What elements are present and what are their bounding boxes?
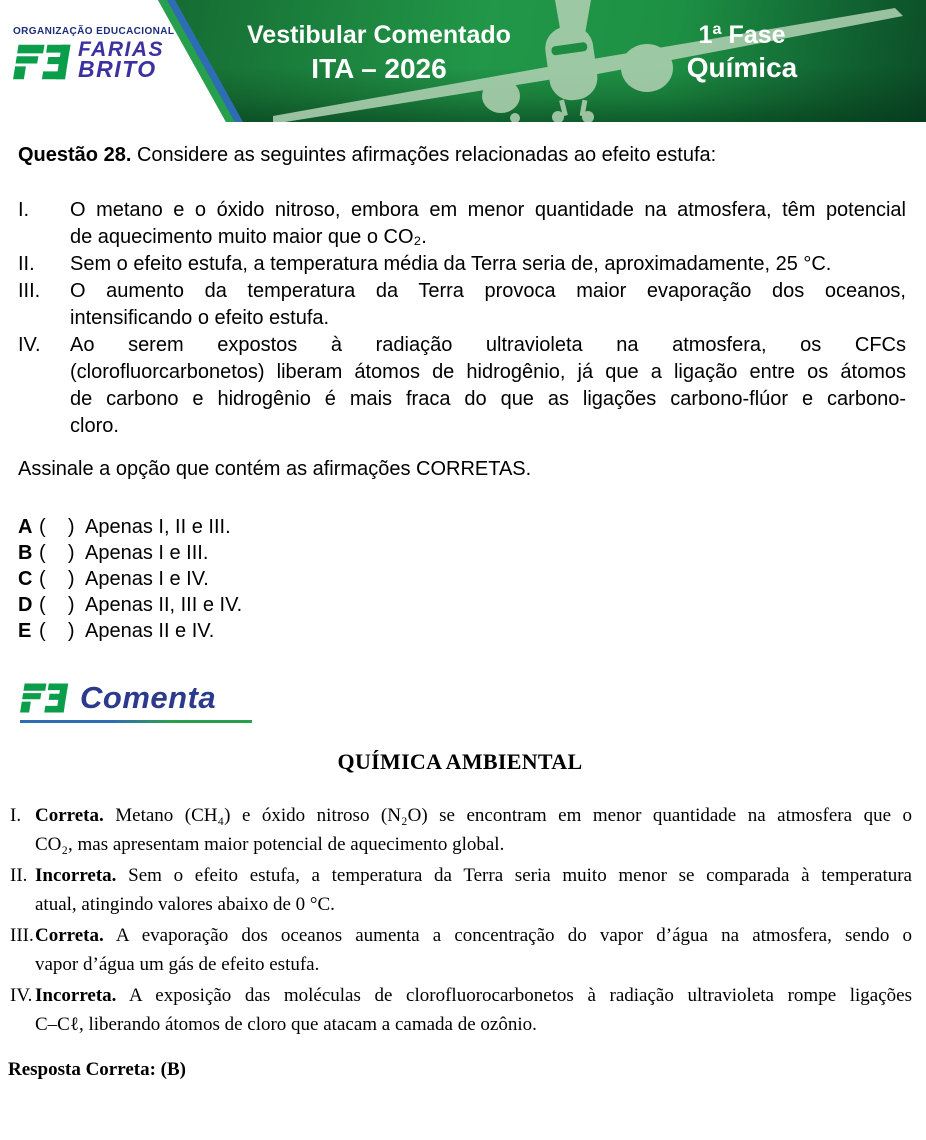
commentary-line: CO₂, mas apresentam maior potencial de aquecimento global. <box>35 834 505 855</box>
comenta-underline <box>20 720 252 723</box>
commentary-numeral: II. <box>10 865 28 886</box>
commentary-numeral: III. <box>10 925 34 946</box>
option-text: Apenas I, II e III. <box>85 516 231 538</box>
banner-right <box>633 21 851 83</box>
statement-numeral: I. <box>18 199 30 221</box>
commentary-line: Correta. Metano (CH₄) e óxido nitroso (N₂O) se encontram em menor quantidade na atmosfera que o <box>35 805 912 826</box>
verdict-label: Correta. <box>35 925 104 946</box>
statement-list <box>18 197 906 440</box>
banner-title-line1: Vestibular Comentado <box>247 21 511 49</box>
statement-item <box>18 332 906 440</box>
option-letter: B <box>18 542 33 564</box>
statement-line: intensificando o efeito estufa. <box>70 307 330 329</box>
question-number: Questão 28. <box>18 144 132 166</box>
question-head <box>18 142 906 168</box>
option-row-e <box>18 618 906 644</box>
header-banner <box>0 0 926 122</box>
commentary-item <box>8 981 912 1039</box>
org-label: ORGANIZAÇÃO EDUCACIONAL <box>13 26 175 37</box>
option-text: Apenas II, III e IV. <box>85 594 243 616</box>
banner-phase: 1ª Fase <box>698 21 786 49</box>
statement-item <box>18 251 906 278</box>
options-list <box>18 514 906 644</box>
statement-item <box>18 278 906 332</box>
statement-numeral: III. <box>18 280 41 302</box>
statement-item <box>18 197 906 251</box>
question-intro: Considere as seguintes afirmações relacionadas ao efeito estufa: <box>136 144 717 166</box>
brand-line2: BRITO <box>78 56 157 83</box>
section-title: QUÍMICA AMBIENTAL <box>337 749 583 774</box>
verdict-label: Incorreta. <box>35 985 117 1006</box>
commentary-line: Incorreta. Sem o efeito estufa, a temperatura da Terra seria muito menor se comparada à temperatura <box>35 865 912 886</box>
commentary-section <box>8 749 912 1083</box>
fb-comenta-logo <box>20 680 252 723</box>
answer-text: Resposta Correta: (B) <box>8 1059 186 1080</box>
brand-wordmark <box>78 38 165 83</box>
statement-line: Ao serem expostos à radiação ultravioleta na atmosfera, os CFCs <box>70 334 906 356</box>
banner-subject: Química <box>686 52 798 83</box>
banner-title-line2: ITA – 2026 <box>311 53 447 84</box>
fb-logo-icon <box>13 39 75 85</box>
option-letter: E <box>18 620 32 642</box>
option-letter: A <box>18 516 33 538</box>
commentary-line: atual, atingindo valores abaixo de 0 °C. <box>35 894 335 915</box>
option-bracket: ( ) <box>39 516 75 538</box>
commentary-line: Correta. A evaporação dos oceanos aumenta a concentração do vapor d’água na atmosfera, sendo o <box>35 925 912 946</box>
fb-logo-icon <box>20 680 72 716</box>
commentary-line: vapor d’água um gás de efeito estufa. <box>35 954 320 975</box>
statement-line: de carbono e hidrogênio é mais fraca do que as ligações carbono-flúor e carbono- <box>70 388 906 410</box>
command-text: Assinale a opção que contém as afirmações CORRETAS. <box>18 458 532 480</box>
option-row-b <box>18 540 906 566</box>
option-text: Apenas II e IV. <box>85 620 215 642</box>
commentary-list <box>8 801 912 1039</box>
option-row-c <box>18 566 906 592</box>
verdict-label: Correta. <box>35 805 104 826</box>
verdict-label: Incorreta. <box>35 865 117 886</box>
statement-line: Sem o efeito estufa, a temperatura média da Terra seria de, aproximadamente, 25 °C. <box>70 253 832 275</box>
option-bracket: ( ) <box>39 594 75 616</box>
banner-title <box>225 21 533 84</box>
document-body <box>0 142 926 1083</box>
statement-line: O aumento da temperatura da Terra provoca maior evaporação dos oceanos, <box>70 280 906 302</box>
commentary-line: C–Cℓ, liberando átomos de cloro que atacam a camada de ozônio. <box>35 1014 537 1035</box>
option-bracket: ( ) <box>39 542 75 564</box>
farias-brito-logo <box>13 26 174 85</box>
commentary-line: Incorreta. A exposição das moléculas de clorofluorocarbonetos à radiação ultravioleta rompe ligações <box>35 985 912 1006</box>
statement-line: O metano e o óxido nitroso, embora em menor quantidade na atmosfera, têm potencial <box>70 199 906 221</box>
commentary-item <box>8 861 912 919</box>
option-text: Apenas I e IV. <box>85 568 209 590</box>
statement-line: de aquecimento muito maior que o CO₂. <box>70 226 427 248</box>
statement-numeral: IV. <box>18 334 41 356</box>
statement-line: cloro. <box>70 415 119 437</box>
brand-line1: FARIAS <box>78 38 165 61</box>
option-row-d <box>18 592 906 618</box>
commentary-numeral: I. <box>10 805 22 826</box>
commentary-item <box>8 921 912 979</box>
comenta-label: Comenta <box>80 680 217 715</box>
option-bracket: ( ) <box>39 568 75 590</box>
option-row-a <box>18 514 906 540</box>
commentary-item <box>8 801 912 859</box>
question-section <box>18 142 906 644</box>
statement-line: (clorofluorcarbonetos) liberam átomos de hidrogênio, já que a ligação entre os átomos <box>70 361 906 383</box>
commentary-numeral: IV. <box>10 985 33 1006</box>
statement-numeral: II. <box>18 253 35 275</box>
option-letter: D <box>18 594 33 616</box>
option-letter: C <box>18 568 33 590</box>
option-text: Apenas I e III. <box>85 542 209 564</box>
option-bracket: ( ) <box>39 620 75 642</box>
